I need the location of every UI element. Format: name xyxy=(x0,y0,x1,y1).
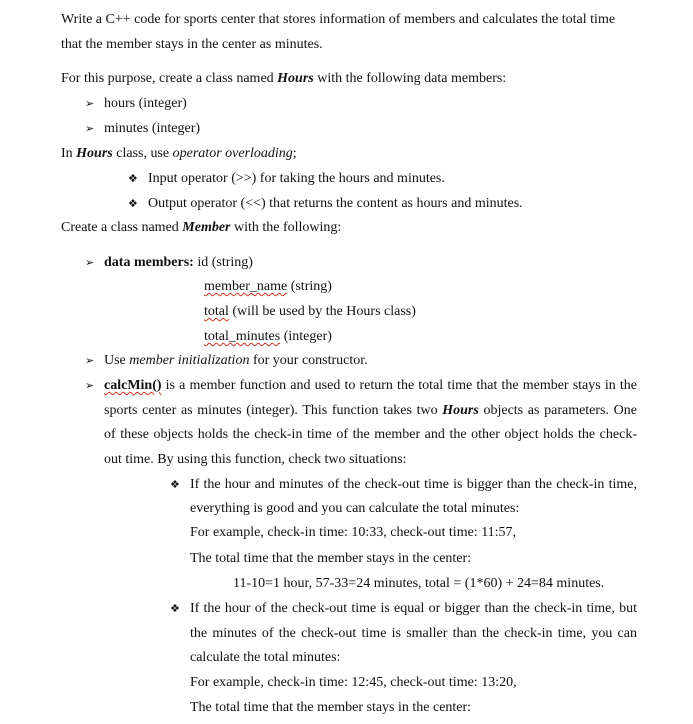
purpose-pre: For this purpose, create a class named xyxy=(61,71,278,86)
situation1-line-2: everything is good and you can calculate the total minutes: xyxy=(190,501,520,516)
data-member-id: id (string) xyxy=(193,255,253,270)
hours-member-hours: hours (integer) xyxy=(104,96,187,111)
arrow-bullet-icon: ➢ xyxy=(85,354,95,367)
situation2-line-4: For example, check-in time: 12:45, check-out time: 13:20, xyxy=(190,675,517,690)
overloading-mid: class, use xyxy=(112,146,173,161)
data-member-total xyxy=(204,303,416,321)
situation2-line-1: If the hour of the check-out time is equal or bigger than the check-in time, but xyxy=(190,601,637,616)
data-member-total-minutes xyxy=(204,328,332,346)
calcmin-line-3: of these objects holds the check-in time of the member and the other object holds the check- xyxy=(104,427,637,442)
diamond-bullet-icon: ❖ xyxy=(170,602,180,615)
data-members-line xyxy=(104,254,253,272)
overloading-pre: In xyxy=(61,146,77,161)
diamond-bullet-icon: ❖ xyxy=(170,478,180,491)
situation1-line-4: The total time that the member stays in the center: xyxy=(190,551,472,566)
calcmin-line-4: out time. By using this function, check two situations: xyxy=(104,452,407,467)
hours-member-minutes: minutes (integer) xyxy=(104,121,201,136)
purpose-post: with the following data members: xyxy=(313,71,507,86)
total-word: total xyxy=(204,304,229,319)
total-minutes-rest: (integer) xyxy=(280,329,332,344)
situation2-line-5: The total time that the member stays in the center: xyxy=(190,700,472,715)
member-init-pre: Use xyxy=(104,353,130,368)
overloading-term: operator overloading xyxy=(172,146,293,161)
class-name-hours: Hours xyxy=(442,403,479,418)
member-class-post: with the following: xyxy=(230,220,342,235)
situation2-line-3: calculate the total minutes: xyxy=(190,650,341,665)
operator-output: Output operator (<<) that returns the content as hours and minutes. xyxy=(148,196,523,211)
member-name-word: member_name xyxy=(204,279,288,294)
situation1-line-3: For example, check-in time: 10:33, check-out time: 11:57, xyxy=(190,525,517,540)
member-init-line xyxy=(104,352,368,370)
calcmin-line-2 xyxy=(104,402,637,420)
class-name-hours: Hours xyxy=(277,71,314,86)
data-members-label: data members: xyxy=(104,255,194,270)
calcmin-line-1-rest: is a member function and used to return the total time that the member stays in the xyxy=(161,378,637,393)
data-member-name xyxy=(204,278,332,296)
calcmin-line-2-pre: sports center as minutes (integer). This function takes two xyxy=(104,403,443,418)
diamond-bullet-icon: ❖ xyxy=(128,172,138,185)
calcmin-line-2-post: objects as parameters. One xyxy=(478,403,637,418)
arrow-bullet-icon: ➢ xyxy=(85,122,95,135)
overloading-post: ; xyxy=(292,146,297,161)
calcmin-function-name: calcMin() xyxy=(104,378,162,393)
class-name-member: Member xyxy=(182,220,231,235)
arrow-bullet-icon: ➢ xyxy=(85,97,95,110)
member-init-term: member initialization xyxy=(129,353,250,368)
situation1-line-1: If the hour and minutes of the check-out time is bigger than the check-in time, xyxy=(190,477,637,492)
arrow-bullet-icon: ➢ xyxy=(85,379,95,392)
arrow-bullet-icon: ➢ xyxy=(85,256,95,269)
purpose-line xyxy=(61,70,506,88)
member-init-post: for your constructor. xyxy=(249,353,368,368)
member-name-rest: (string) xyxy=(287,279,332,294)
intro-line-2: that the member stays in the center as minutes. xyxy=(61,37,323,52)
class-name-hours: Hours xyxy=(76,146,113,161)
operator-input: Input operator (>>) for taking the hours and minutes. xyxy=(148,171,445,186)
overloading-line xyxy=(61,145,297,163)
member-class-pre: Create a class named xyxy=(61,220,183,235)
total-minutes-word: total_minutes xyxy=(204,329,281,344)
intro-line-1: Write a C++ code for sports center that stores information of members and calculates the total time xyxy=(61,12,616,27)
member-class-line xyxy=(61,219,341,237)
total-rest: (will be used by the Hours class) xyxy=(228,304,416,319)
diamond-bullet-icon: ❖ xyxy=(128,197,138,210)
calcmin-line-1 xyxy=(104,377,637,395)
situation2-line-2: the minutes of the check-out time is smaller than the check-in time, you can xyxy=(190,626,637,641)
situation1-line-5: 11-10=1 hour, 57-33=24 minutes, total = (1*60) + 24=84 minutes. xyxy=(233,576,605,591)
